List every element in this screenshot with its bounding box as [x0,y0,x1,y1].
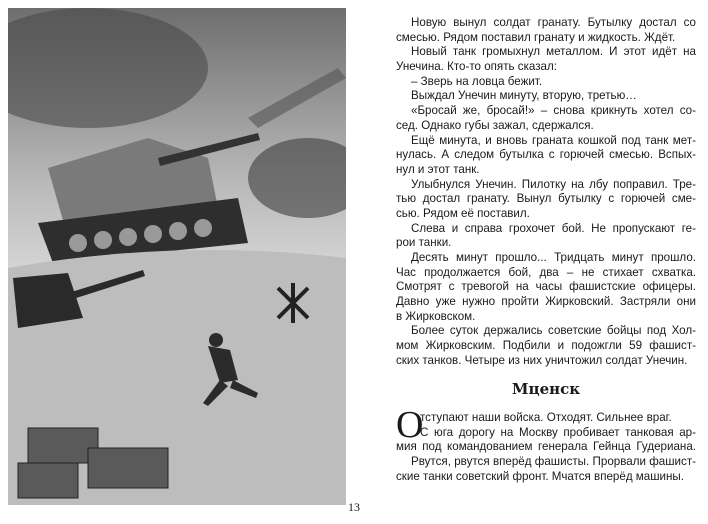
text-line: ских танков. Четыре из них уничтожил солдат Унечин. [396,353,688,367]
text-line: мом Жирковским. Подбили и подожгли 59 фашист- [396,339,696,353]
text-line: ские танки советский фронт. Мчатся вперёд машины. [396,469,684,483]
text-line: Более суток держались советские бойцы под Хол- [411,324,696,338]
text-line: смесью. Рядом поставил гранату и жидкость. Ждёт. [396,30,676,44]
section-text-1 [396,16,696,369]
text-line: «Бросай же, бросай!» – снова крикнуть хотел со- [411,104,696,118]
chapter-heading: Мценск [511,380,581,398]
text-line: мия под командованием генерала Гейнца Гудериана. [396,440,696,454]
text-line: в Жирковском. [396,309,476,323]
text-line: Новую вынул солдат гранату. Бутылку достал со [411,16,696,29]
text-line: Смотрят с тревогой на часы фашистские офицеры. [396,280,696,294]
text-line: сью. Рядом её поставил. [396,206,530,220]
war-illustration [8,8,346,505]
text-line: – Зверь на ловца бежит. [411,74,543,88]
drop-cap: О [396,404,424,446]
text-line: Выждал Унечин минуту, вторую, третью… [411,89,637,103]
text-line: нул и этот танк. [396,162,480,176]
text-line: Час продолжается бой, два – не стихает схватка. [396,265,696,279]
text-line: Унечина. Кто-то опять сказал: [396,60,557,74]
text-line: Давно уже нужно пройти Жирковский. Застряли они [396,295,696,309]
text-line: Слева и справа грохочет бой. Не пропускают ге- [411,221,696,235]
text-line: С юга дорогу на Москву пробивает танковая ар- [420,425,696,439]
text-line: Десять минут прошло... Тридцать минут прошло. [411,251,696,264]
page-number: 13 [348,500,360,514]
text-line: тью достал гранату. Вынул бутылку с горючей сме- [396,192,696,206]
text-line: рои танки. [396,236,452,250]
section-text-2 [396,404,696,484]
text-line: тступают наши войска. Отходят. Сильнее враг. [420,411,672,424]
text-line: сед. Однако губы зажал, сдержался. [396,118,594,132]
text-line: нулась. А следом бутылка с горючей смесью. Вспых- [396,148,696,162]
text-line: Рвутся, рвутся вперёд фашисты. Прорвали фашист- [411,455,696,469]
text-line: Новый танк громыхнул металлом. И этот идёт на [411,45,696,59]
text-line: Ещё минута, и вновь граната кошкой под танк мет- [411,133,696,147]
text-line: Улыбнулся Унечин. Пилотку на лбу поправил. Тре- [411,177,696,191]
